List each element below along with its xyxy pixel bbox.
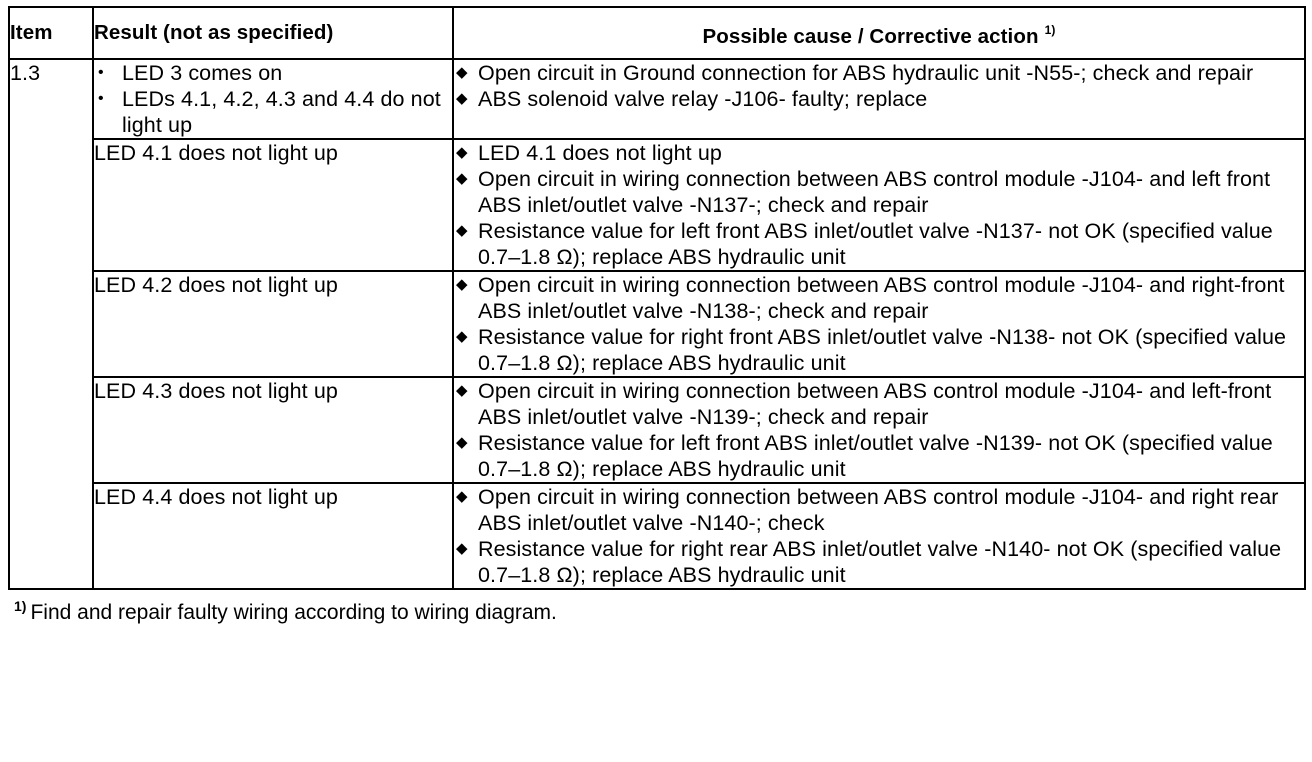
cause-bullet [454,484,1304,536]
cause-text: Resistance value for left front ABS inlet/outlet valve -N137- not OK (specified value 0.7–1.8 Ω); replace ABS hydraulic unit [478,219,1273,269]
result-bullet [94,86,452,138]
result-cell: LED 4.4 does not light up [93,483,453,589]
result-cell: LED 4.2 does not light up [93,271,453,377]
cause-bullet [454,218,1304,270]
cause-bullet [454,272,1304,324]
cause-bullet [454,536,1304,588]
header-cause-footnote-ref: 1) [1044,22,1056,37]
dot-bullet-icon: • [98,90,104,107]
diamond-bullet-icon: ◆ [456,170,468,187]
cause-text: Open circuit in wiring connection between ABS control module -J104- and left-front ABS inlet/outlet valve -N139-; check and repair [478,379,1272,429]
diamond-bullet-icon: ◆ [456,328,468,345]
footnote-marker: 1) [14,598,27,614]
cause-cell [453,483,1305,589]
cause-text: Open circuit in wiring connection between ABS control module -J104- and right rear ABS inlet/outlet valve -N140-; check [478,485,1279,535]
cause-text: Resistance value for left front ABS inlet/outlet valve -N139- not OK (specified value 0.7–1.8 Ω); replace ABS hydraulic unit [478,431,1273,481]
diamond-bullet-icon: ◆ [456,434,468,451]
cause-cell [453,59,1305,139]
cause-text: Open circuit in Ground connection for ABS hydraulic unit -N55-; check and repair [478,61,1254,85]
table-row [9,139,1305,271]
cause-text: Open circuit in wiring connection between ABS control module -J104- and left front ABS inlet/outlet valve -N137-; check and repair [478,167,1271,217]
result-text: LED 3 comes on [122,61,283,85]
table-header-row [9,7,1305,59]
diamond-bullet-icon: ◆ [456,488,468,505]
cause-bullet [454,166,1304,218]
diamond-bullet-icon: ◆ [456,144,468,161]
result-cell: LED 4.1 does not light up [93,139,453,271]
diamond-bullet-icon: ◆ [456,90,468,107]
cause-bullet [454,60,1304,86]
cause-text: Open circuit in wiring connection between ABS control module -J104- and right-front ABS inlet/outlet valve -N138-; check and repair [478,273,1285,323]
cause-bullet [454,324,1304,376]
header-result: Result (not as specified) [93,7,453,59]
cause-bullet [454,86,1304,112]
diamond-bullet-icon: ◆ [456,276,468,293]
cause-bullet [454,378,1304,430]
result-cell [93,59,453,139]
item-number-cell: 1.3 [9,59,93,589]
cause-text: LED 4.1 does not light up [478,141,722,165]
cause-text: Resistance value for right rear ABS inlet/outlet valve -N140- not OK (specified value 0.7–1.8 Ω); replace ABS hydraulic unit [478,537,1282,587]
table-row [9,483,1305,589]
table-row [9,59,1305,139]
diamond-bullet-icon: ◆ [456,64,468,81]
cause-cell [453,271,1305,377]
result-bullet [94,60,452,86]
diamond-bullet-icon: ◆ [456,222,468,239]
cause-text: ABS solenoid valve relay -J106- faulty; replace [478,87,928,111]
table-row [9,377,1305,483]
header-item: Item [9,7,93,59]
footnote-text: Find and repair faulty wiring according to wiring diagram. [30,601,557,624]
dot-bullet-icon: • [98,64,104,81]
header-cause [453,7,1305,59]
diamond-bullet-icon: ◆ [456,540,468,557]
cause-text: Resistance value for right front ABS inlet/outlet valve -N138- not OK (specified value 0.7–1.8 Ω); replace ABS hydraulic unit [478,325,1287,375]
table-row [9,271,1305,377]
cause-cell [453,377,1305,483]
cause-bullet [454,430,1304,482]
document-sheet [8,6,1304,625]
footnote [14,598,1304,625]
cause-bullet [454,140,1304,166]
result-cell: LED 4.3 does not light up [93,377,453,483]
troubleshooting-table [8,6,1306,590]
cause-cell [453,139,1305,271]
result-text: LEDs 4.1, 4.2, 4.3 and 4.4 do not light up [122,87,441,137]
header-cause-label: Possible cause / Corrective action [702,24,1039,48]
diamond-bullet-icon: ◆ [456,382,468,399]
